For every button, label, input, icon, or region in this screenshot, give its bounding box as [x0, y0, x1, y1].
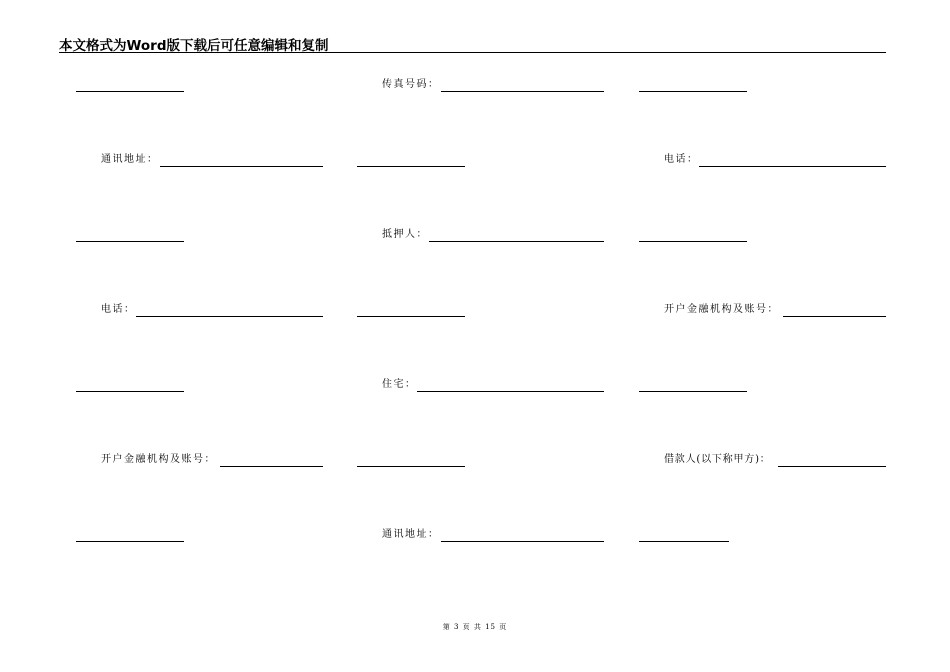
mortgagor-label: 抵押人： [382, 229, 428, 240]
residence-label: 住宅： [382, 379, 417, 390]
blank-field[interactable] [639, 79, 747, 93]
bank-account-label: 开户金融机构及账号： [664, 304, 779, 315]
phone-field[interactable] [664, 154, 886, 168]
mortgagor-field[interactable] [382, 229, 604, 243]
document-header-title: 本文格式为Word版下载后可任意编辑和复制 [59, 38, 329, 54]
blank-field[interactable] [639, 529, 729, 543]
page-indicator: 第 3 页 共 15 页 [442, 623, 508, 631]
blank-field[interactable] [76, 229, 184, 243]
fill-line [639, 241, 747, 242]
bank-account-line [783, 316, 886, 317]
bank-account-field[interactable] [664, 304, 886, 318]
address-line [441, 541, 604, 542]
fill-line [357, 466, 465, 467]
fill-line [357, 166, 465, 167]
blank-field[interactable] [357, 154, 465, 168]
blank-field[interactable] [357, 454, 465, 468]
residence-line [417, 391, 604, 392]
fax-number-field[interactable] [382, 79, 604, 93]
blank-field[interactable] [357, 304, 465, 318]
address-label: 通讯地址： [382, 529, 440, 540]
borrower-label: 借款人(以下称甲方)： [664, 454, 771, 465]
fax-number-label: 传真号码： [382, 79, 440, 90]
header-divider [59, 52, 886, 53]
fill-line [76, 391, 184, 392]
phone-line [136, 316, 323, 317]
fill-line [76, 541, 184, 542]
fill-line [76, 91, 184, 92]
blank-field[interactable] [76, 79, 184, 93]
address-field[interactable] [101, 154, 323, 168]
address-field[interactable] [382, 529, 604, 543]
bank-account-field[interactable] [101, 454, 323, 468]
address-label: 通讯地址： [101, 154, 159, 165]
phone-label: 电话： [664, 154, 699, 165]
mortgagor-line [429, 241, 604, 242]
phone-label: 电话： [101, 304, 136, 315]
fill-line [639, 391, 747, 392]
blank-field[interactable] [76, 379, 184, 393]
bank-account-line [220, 466, 323, 467]
blank-field[interactable] [639, 379, 747, 393]
borrower-line [778, 466, 886, 467]
borrower-field[interactable] [664, 454, 886, 468]
blank-field[interactable] [639, 229, 747, 243]
address-line [160, 166, 323, 167]
fill-line [639, 91, 747, 92]
residence-field[interactable] [382, 379, 604, 393]
fill-line [639, 541, 729, 542]
fill-line [76, 241, 184, 242]
phone-line [699, 166, 886, 167]
fill-line [357, 316, 465, 317]
fax-number-line [441, 91, 604, 92]
bank-account-label: 开户金融机构及账号： [101, 454, 216, 465]
blank-field[interactable] [76, 529, 184, 543]
phone-field[interactable] [101, 304, 323, 318]
